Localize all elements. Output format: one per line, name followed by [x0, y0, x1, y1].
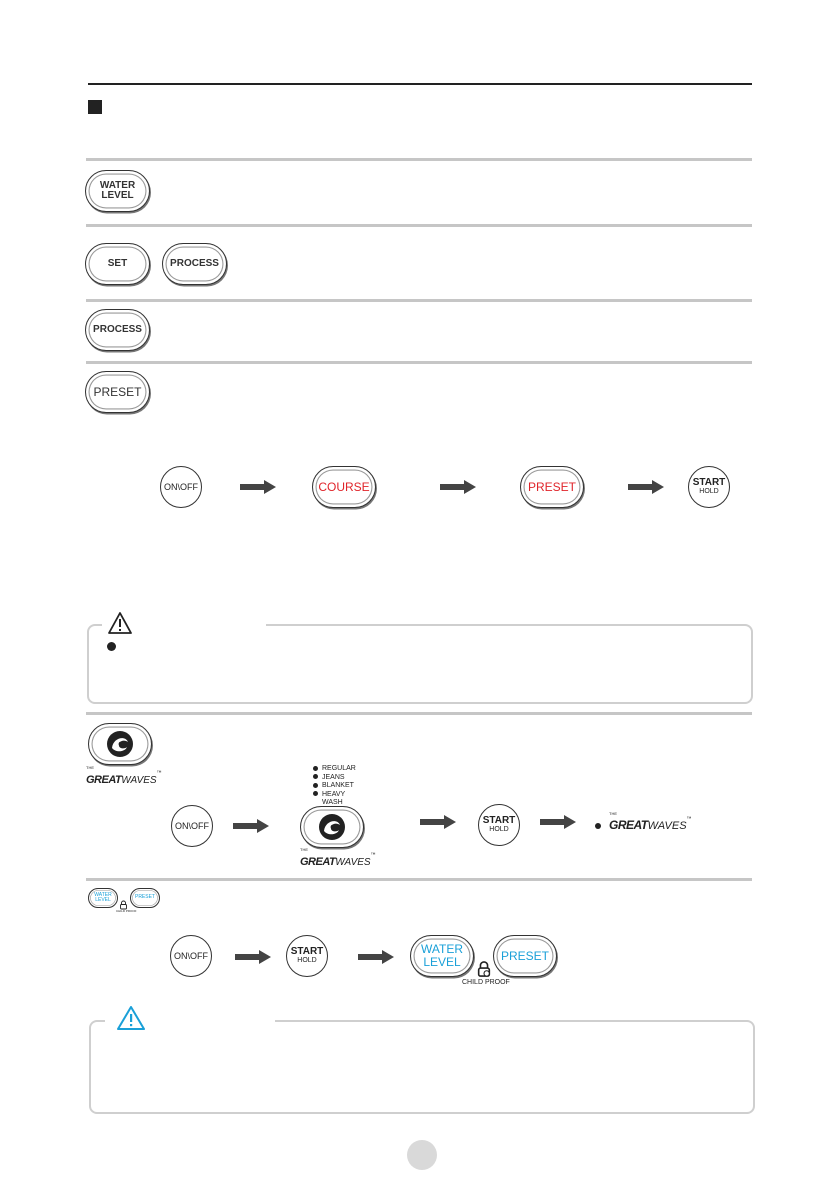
- water-level-line1: WATER: [99, 179, 136, 191]
- preset-button[interactable]: [85, 371, 150, 413]
- on-off-label: ON\OFF: [164, 482, 198, 492]
- water-level-line2: LEVEL: [423, 955, 461, 969]
- wave-icon: [105, 729, 135, 759]
- divider-5: [86, 712, 752, 715]
- logo-the: THE: [86, 765, 94, 770]
- divider-4: [86, 361, 752, 364]
- arrow-right-icon: [440, 480, 476, 494]
- preset-label: PRESET: [527, 479, 576, 494]
- on-off-label: ON\OFF: [175, 821, 209, 831]
- logo-waves: WAVES: [121, 775, 157, 786]
- arrow-right-icon: [233, 819, 269, 833]
- hold-label: HOLD: [297, 957, 317, 965]
- start-hold-button-flow1[interactable]: [688, 466, 730, 508]
- preset-mini-button[interactable]: [130, 888, 160, 908]
- child-lock-icon: [476, 960, 492, 978]
- logo-waves: WAVES: [335, 857, 371, 868]
- indicator-dot: [595, 823, 601, 829]
- divider-6: [86, 878, 752, 881]
- process-label: PROCESS: [170, 257, 219, 269]
- process-button[interactable]: [85, 309, 150, 351]
- hold-label: HOLD: [489, 826, 509, 834]
- on-off-button-flow2[interactable]: [171, 805, 213, 847]
- divider-1: [86, 158, 752, 161]
- water-level-button[interactable]: [85, 170, 150, 212]
- course-item: JEANS: [313, 774, 356, 783]
- course-item: HEAVY: [313, 791, 356, 800]
- water-level-line1: WATER: [94, 891, 112, 898]
- logo-tm: ™: [686, 816, 692, 822]
- preset-label: PRESET: [500, 948, 549, 963]
- logo-waves: WAVES: [647, 820, 687, 832]
- child-proof-mini-label: CHILD PROOF: [116, 909, 137, 913]
- arrow-right-icon: [420, 815, 456, 829]
- start-label: START: [692, 477, 726, 489]
- start-hold-button-flow2[interactable]: [478, 804, 520, 846]
- logo-great: GREAT: [300, 856, 336, 868]
- course-item: WASH: [322, 799, 343, 806]
- divider-2: [86, 224, 752, 227]
- course-button[interactable]: [312, 466, 376, 508]
- great-waves-button[interactable]: [88, 723, 152, 765]
- arrow-right-icon: [358, 950, 394, 964]
- course-label: COURSE: [318, 479, 370, 494]
- child-proof-label: CHILD PROOF: [462, 979, 510, 986]
- logo-tm: ™: [156, 770, 162, 776]
- hold-label: HOLD: [699, 488, 719, 496]
- warning-icon: [107, 611, 133, 635]
- logo-great: GREAT: [86, 774, 122, 786]
- logo-the: THE: [609, 811, 617, 816]
- great-waves-logo-flow: [300, 848, 376, 870]
- water-level-line2: LEVEL: [95, 897, 111, 903]
- on-off-button-flow1[interactable]: [160, 466, 202, 508]
- start-label: START: [482, 815, 516, 827]
- logo-great: GREAT: [609, 818, 648, 832]
- caution-box-1: [87, 624, 753, 704]
- preset-label: PRESET: [134, 894, 155, 901]
- set-label: SET: [107, 257, 128, 269]
- logo-tm: ™: [370, 852, 376, 858]
- process-label: PROCESS: [93, 323, 142, 335]
- bullet-dot: [107, 642, 116, 651]
- section-square-icon: [88, 100, 102, 114]
- course-item: REGULAR: [313, 765, 356, 774]
- great-waves-logo-indicator: [609, 812, 692, 834]
- logo-the: THE: [300, 847, 308, 852]
- divider-3: [86, 299, 752, 302]
- start-label: START: [290, 946, 324, 958]
- course-item: BLANKET: [313, 782, 356, 791]
- preset-label: PRESET: [93, 384, 142, 399]
- preset-button-childproof[interactable]: [493, 935, 557, 977]
- arrow-right-icon: [540, 815, 576, 829]
- water-level-line1: WATER: [421, 942, 463, 957]
- course-list: [313, 765, 356, 808]
- set-button[interactable]: [85, 243, 150, 285]
- start-hold-button-flow3[interactable]: [286, 935, 328, 977]
- great-waves-logo: [86, 766, 162, 788]
- water-level-mini-button[interactable]: [88, 888, 118, 908]
- warning-icon-blue: [116, 1004, 146, 1032]
- on-off-button-flow3[interactable]: [170, 935, 212, 977]
- arrow-right-icon: [235, 950, 271, 964]
- arrow-right-icon: [628, 480, 664, 494]
- caution-box-2: [89, 1020, 755, 1114]
- top-rule: [88, 83, 752, 85]
- water-level-line2: LEVEL: [101, 190, 134, 201]
- page-number-badge: [407, 1140, 437, 1170]
- arrow-right-icon: [240, 480, 276, 494]
- process-button-row2[interactable]: [162, 243, 227, 285]
- wave-icon: [317, 812, 347, 842]
- on-off-label: ON\OFF: [174, 951, 208, 961]
- water-level-button-flow[interactable]: [410, 935, 474, 977]
- great-waves-button-flow[interactable]: [300, 806, 364, 848]
- preset-button-flow[interactable]: [520, 466, 584, 508]
